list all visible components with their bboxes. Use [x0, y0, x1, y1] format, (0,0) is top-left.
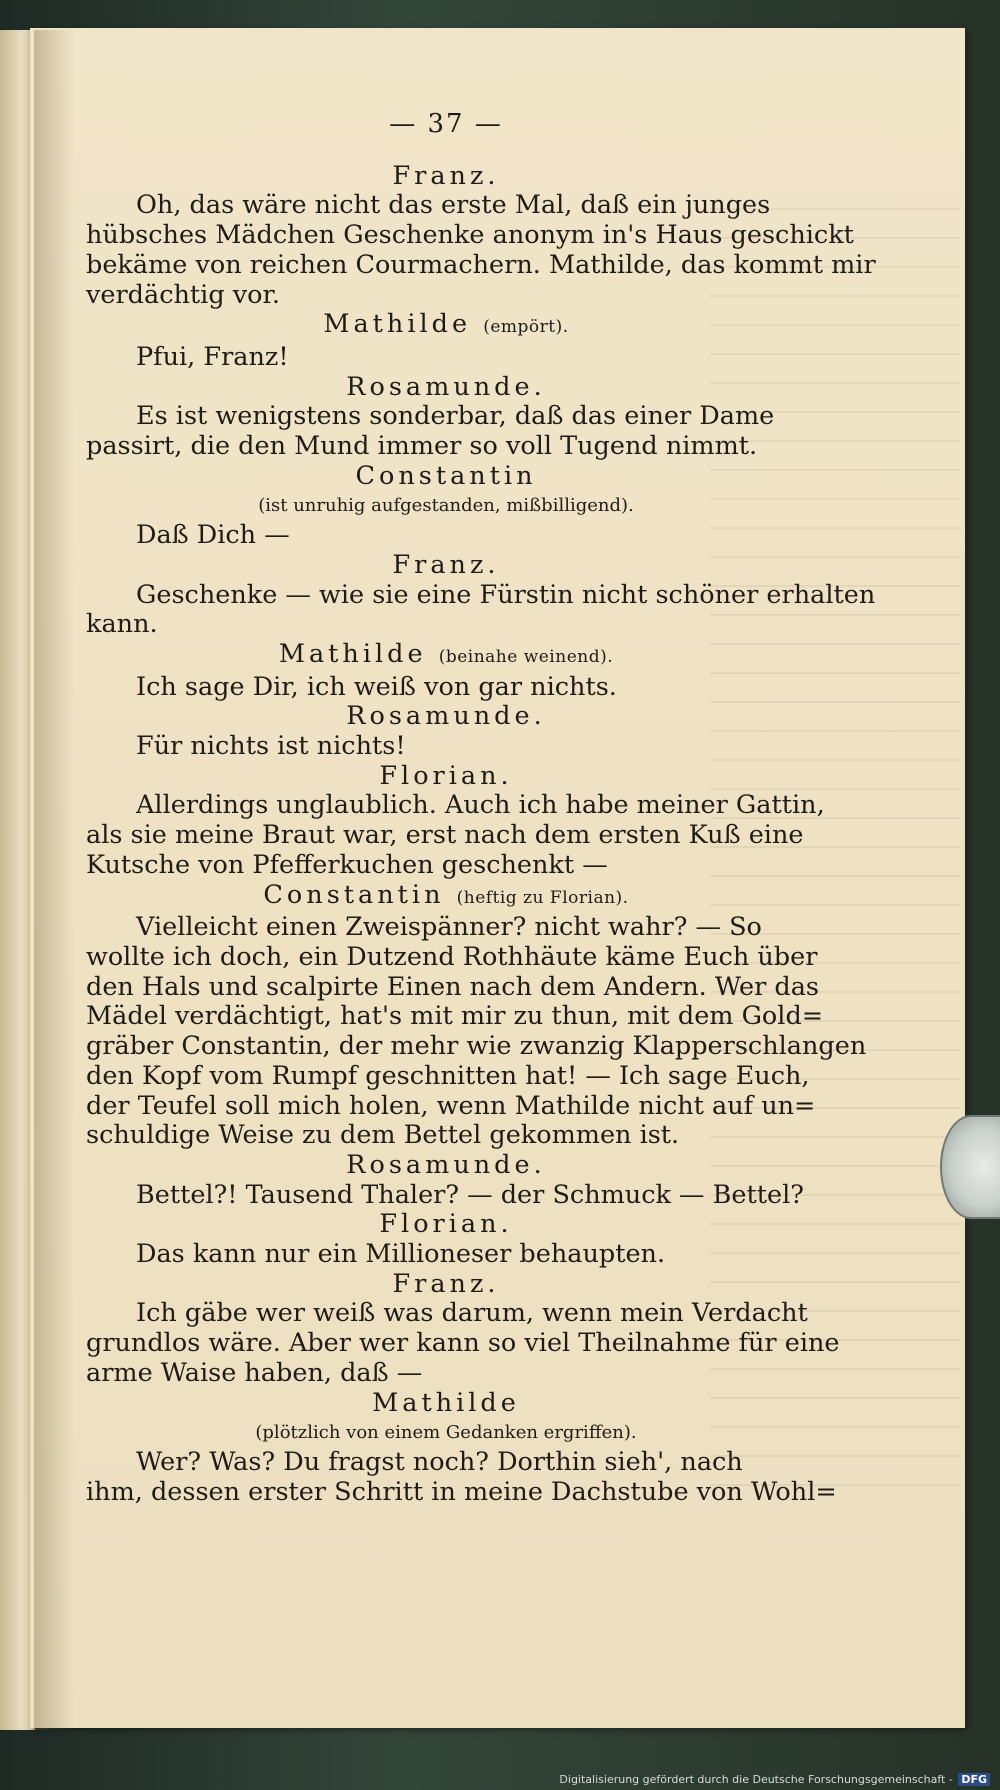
text-line: Kutsche von Pfefferkuchen geschenkt —: [86, 849, 608, 880]
speaker-name: Florian.: [379, 1209, 513, 1240]
text-line: den Hals und scalpirte Einen nach dem Andern. Wer das: [86, 971, 820, 1002]
dfg-logo: DFG: [958, 1773, 990, 1786]
text-line: Daß Dich —: [136, 520, 290, 551]
text-line: schuldige Weise zu dem Bettel gekommen ist.: [86, 1120, 680, 1151]
text-line: Vielleicht einen Zweispänner? nicht wahr? — So: [136, 912, 762, 943]
speaker-name: Rosamunde.: [346, 1149, 546, 1180]
speaker-heading: [86, 373, 806, 403]
speaker-name: Franz.: [392, 549, 500, 580]
speaker-heading: [86, 162, 806, 192]
speaker-heading: [86, 1389, 806, 1419]
stage-direction: (beinahe weinend).: [438, 646, 614, 667]
stage-direction: (heftig zu Florian).: [456, 887, 629, 908]
speaker-name: Rosamunde.: [346, 371, 546, 402]
text-line: Mädel verdächtigt, hat's mit mir zu thun, mit dem Gold=: [86, 1001, 824, 1032]
speaker-heading: [86, 1151, 806, 1181]
text-line: kann.: [86, 609, 158, 640]
text-line: Für nichts ist nichts!: [136, 731, 406, 762]
speaker-name: Rosamunde.: [346, 701, 546, 732]
text-line: ihm, dessen erster Schritt in meine Dachstube von Wohl=: [86, 1476, 837, 1507]
speaker-heading: [86, 551, 806, 581]
speaker-name: Florian.: [379, 760, 513, 791]
speaker-name: Franz.: [392, 1268, 500, 1299]
gutter-shadow: [34, 30, 74, 1730]
text-line: als sie meine Braut war, erst nach dem ersten Kuß eine: [86, 820, 804, 851]
speaker-heading: [86, 310, 806, 343]
speaker-heading: [86, 1270, 806, 1300]
speaker-heading: [86, 881, 806, 914]
speaker-heading: [86, 702, 806, 732]
text-line: Das kann nur ein Millioneser behaupten.: [136, 1239, 666, 1270]
page-clip: [940, 1115, 1000, 1219]
text-line: der Teufel soll mich holen, wenn Mathilde nicht auf un=: [86, 1090, 816, 1121]
speaker-heading: [86, 462, 806, 492]
text-line: Bettel?! Tausend Thaler? — der Schmuck — Bettel?: [136, 1179, 804, 1210]
text-line: bekäme von reichen Courmachern. Mathilde, das kommt mir: [86, 249, 876, 280]
text-line: Es ist wenigstens sonderbar, daß das einer Dame: [136, 401, 775, 432]
text-line: Ich sage Dir, ich weiß von gar nichts.: [136, 671, 617, 702]
speaker-name: Mathilde: [372, 1387, 520, 1418]
text-line: grundlos wäre. Aber wer kann so viel Theilnahme für eine: [86, 1328, 840, 1359]
speaker-name: Franz.: [392, 160, 500, 191]
speaker-name: Constantin: [355, 460, 537, 491]
text-line: gräber Constantin, der mehr wie zwanzig Klapperschlangen: [86, 1031, 867, 1062]
text-line: Pfui, Franz!: [136, 341, 289, 372]
speaker-name: Mathilde: [323, 309, 472, 340]
page-text: [86, 109, 876, 1507]
text-line: Allerdings unglaublich. Auch ich habe meiner Gattin,: [136, 790, 825, 821]
text-line: Wer? Was? Du fragst noch? Dorthin sieh', nach: [136, 1446, 743, 1477]
text-line: Oh, das wäre nicht das erste Mal, daß ein junges: [136, 190, 771, 221]
text-line: hübsches Mädchen Geschenke anonym in's Haus geschickt: [86, 220, 854, 251]
speaker-name: Mathilde: [278, 638, 427, 669]
text-line: Geschenke — wie sie eine Fürstin nicht schöner erhalten: [136, 579, 876, 610]
stage-direction: (empört).: [483, 317, 569, 338]
footer-text: Digitalisierung gefördert durch die Deutsche Forschungsgemeinschaft -: [559, 1773, 953, 1786]
text-line: verdächtig vor.: [86, 279, 281, 310]
footer-credit: [559, 1773, 990, 1786]
speaker-heading: [86, 1210, 806, 1240]
stage-direction: (ist unruhig aufgestanden, mißbilligend).: [258, 495, 634, 517]
text-line: wollte ich doch, ein Dutzend Rothhäute käme Euch über: [86, 941, 818, 972]
speaker-heading: [86, 640, 806, 673]
text-line: den Kopf vom Rumpf geschnitten hat! — Ich sage Euch,: [86, 1060, 810, 1091]
page-number: — 37 —: [389, 109, 503, 139]
text-line: passirt, die den Mund immer so voll Tugend nimmt.: [86, 431, 758, 462]
text-line: Ich gäbe wer weiß was darum, wenn mein Verdacht: [136, 1298, 808, 1329]
text-line: arme Waise haben, daß —: [86, 1357, 423, 1388]
speaker-name: Constantin: [263, 879, 445, 910]
speaker-heading: [86, 762, 806, 792]
stage-direction: (plötzlich von einem Gedanken ergriffen).: [255, 1422, 637, 1444]
